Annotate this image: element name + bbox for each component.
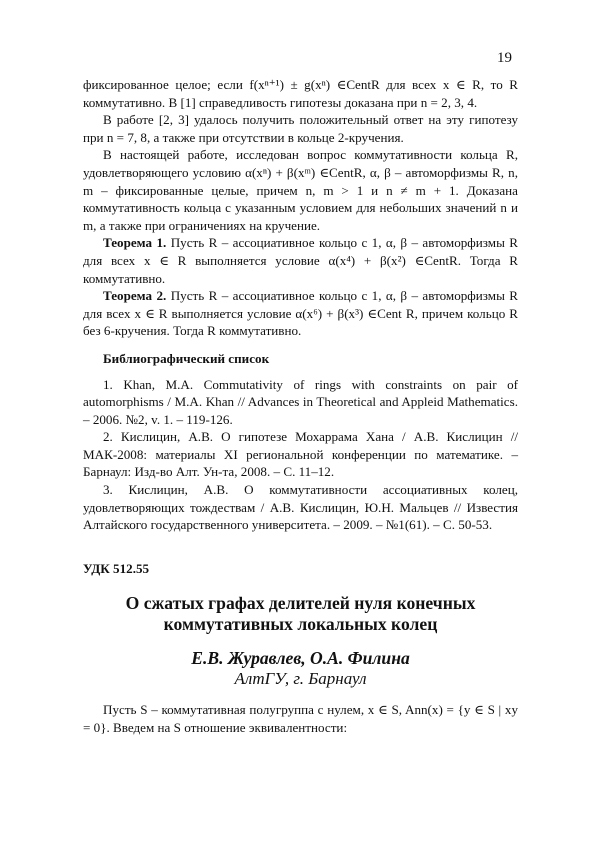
- bibliography-item-2: 2. Кислицин, А.В. О гипотезе Мохаррама Хана / А.В. Кислицин // МАК-2008: материалы XI региональной конференции по математике. – Барнаул: Изд-во Алт. Ун-та, 2008. – С. 11–12.: [83, 429, 518, 480]
- paragraph-2: В работе [2, 3] удалось получить положительный ответ на эту гипотезу при n = 7, 8, а также при отсутствии в кольце 2-кручения.: [83, 112, 518, 145]
- bibliography-item-1: 1. Khan, M.A. Commutativity of rings with constraints on pair of automorphisms / M.A. Khan // Advances in Theoretical and Appleid Mathematics. – 2006. №2, v. 1. – 119-126.: [83, 376, 518, 427]
- article-authors: Е.В. Журавлев, О.А. Филина: [191, 648, 410, 669]
- theorem-2-text: Пусть R – ассоциативное кольцо с 1, α, β – автоморфизмы R для всех x ∈ R выполняется условие α(x⁶) + β(x³) ∈Cent R, причем кольцо R без 6-кручения. Тогда R коммутативно.: [83, 288, 518, 339]
- paragraph-3: В настоящей работе, исследован вопрос коммутативности кольца R, удовлетворяющего условию α(xⁿ) + β(xᵐ) ∈CentR, α, β – автоморфизмы R, n, m – фиксированные целые, причем n, m > 1 и n ≠ m + 1. Доказана коммутативность кольца с указанным условием для небольших значений n и m, а также при ограничениях на кручение.: [83, 147, 518, 233]
- theorem-2-label: Теорема 2.: [103, 288, 167, 304]
- article-intro: Пусть S – коммутативная полугруппа с нулем, x ∈ S, Ann(x) = {y ∈ S | xy = 0}. Введем на S отношение эквивалентности:: [83, 702, 518, 736]
- theorem-1-text: Пусть R – ассоциативное кольцо с 1, α, β – автоморфизмы R для всех x ∈ R выполняется условие α(x⁴) + β(x²) ∈CentR. Тогда R коммутативно.: [83, 235, 518, 286]
- page-content: [83, 76, 518, 737]
- theorem-2: [83, 287, 518, 340]
- theorem-1-label: Теорема 1.: [103, 235, 167, 251]
- article-title-line-2: коммутативных локальных колец: [163, 614, 438, 635]
- article-title: [83, 593, 518, 635]
- bibliography-item-3: 3. Кислицин, А.В. О коммутативности ассоциативных колец, удовлетворяющих тождествам / А.В. Кислицин, Ю.Н. Мальцев // Известия Алтайского государственного университета. – 2009. – №1(61). – С. 50-53.: [83, 482, 518, 533]
- udk-code: УДК 512.55: [83, 560, 150, 576]
- bibliography-heading: Библиографический список: [103, 350, 270, 366]
- theorem-1: [83, 234, 518, 287]
- article-affiliation: АлтГУ, г. Барнаул: [234, 669, 367, 689]
- article-title-line-1: О сжатых графах делителей нуля конечных: [125, 593, 476, 614]
- page-number: 19: [497, 50, 512, 66]
- paragraph-1: фиксированное целое; если f(xⁿ⁺¹) ± g(xⁿ) ∈CentR для всех x ∈ R, то R коммутативно. В [1] справедливость гипотезы доказана при n = 2, 3, 4.: [83, 77, 518, 110]
